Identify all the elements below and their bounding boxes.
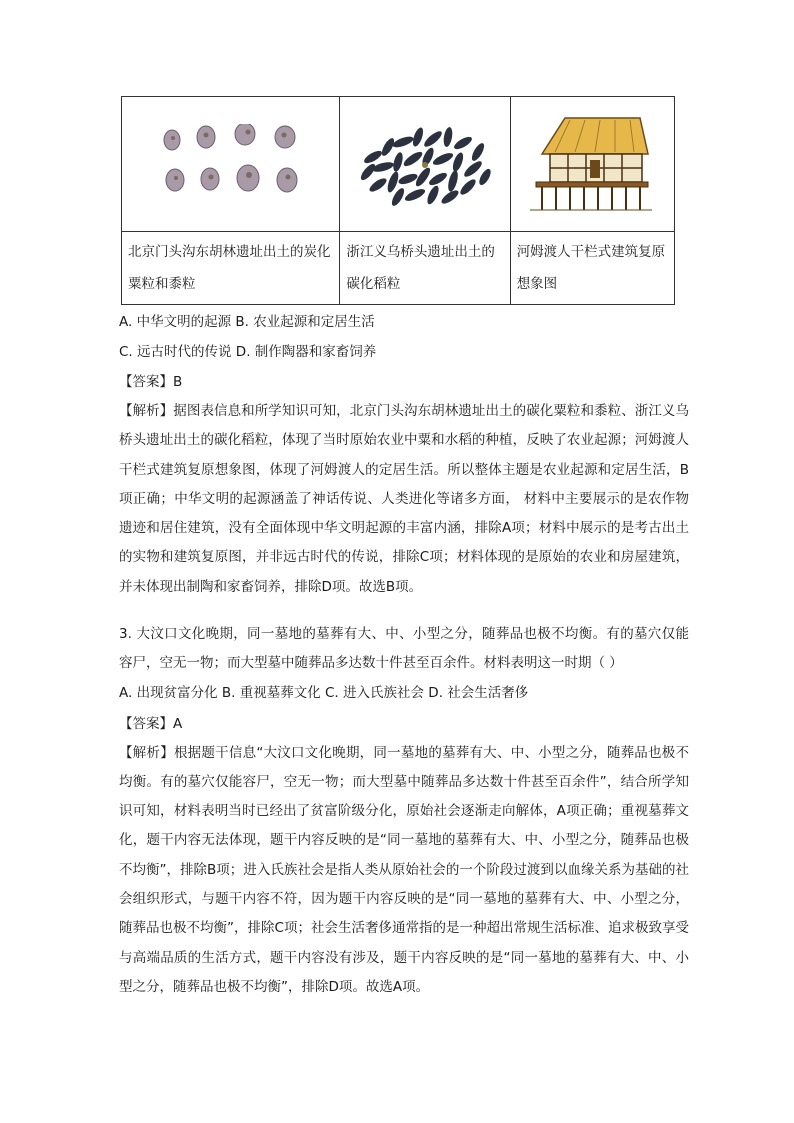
q2-options-line-1: A. 中华文明的起源 B. 农业起源和定居生活 bbox=[119, 314, 375, 330]
question-3-block bbox=[119, 620, 689, 1002]
millet-grains-image bbox=[156, 124, 306, 204]
caption-millet: 北京门头沟东胡林遗址出土的炭化粟粒和黍粒 bbox=[122, 232, 340, 305]
figure-table bbox=[121, 96, 675, 305]
q2-analysis bbox=[119, 397, 689, 602]
carbonized-rice-image bbox=[353, 117, 498, 212]
q2-options-line-2: C. 远古时代的传说 D. 制作陶器和家畜饲养 bbox=[119, 344, 377, 360]
answer-value: A bbox=[173, 715, 183, 732]
caption-stilt-house: 河姆渡人干栏式建筑复原想象图 bbox=[510, 232, 674, 305]
answer-label: 【答案】 bbox=[119, 374, 173, 390]
q3-answer bbox=[119, 710, 689, 738]
q3-options: A. 出现贫富分化 B. 重视墓葬文化 C. 进入氏族社会 D. 社会生活奢侈 bbox=[119, 684, 529, 701]
q3-analysis bbox=[119, 739, 689, 1003]
question-2-block bbox=[119, 308, 689, 602]
answer-value: B bbox=[173, 374, 183, 390]
analysis-text: 据图表信息和所学知识可知，北京门头沟东胡林遗址出土的碳化粟粒和黍粒、浙江义乌桥头遗址出土的碳化稻粒，体现了当时原始农业中粟和水稻的种植，反映了农业起源；河姆渡人干栏式建筑复原想象图，体现了河姆渡人的定居生活。所以整体主题是农业起源和定居生活，B项正确；中华文明的起源涵盖了神话传说、人类进化等诸多方面， 材料中主要展示的是农作物遗迹和居住建筑，没有全面体现中华文明起源的丰富内涵，排除A项；材料中展示的是考古出土的实物和建筑复原图，并非远古时代的传说，排除C项；材料体现的是原始的农业和房屋建筑，并未体现出制陶和家畜饲养，排除D项。故选B项。 bbox=[119, 403, 690, 595]
analysis-label: 【解析】 bbox=[119, 744, 174, 761]
answer-label: 【答案】 bbox=[119, 715, 173, 732]
stilt-house-image-cell bbox=[510, 97, 674, 232]
stilt-house-image bbox=[530, 114, 655, 214]
caption-rice: 浙江义乌桥头遗址出土的碳化稻粒 bbox=[340, 232, 510, 305]
analysis-label: 【解析】 bbox=[119, 403, 174, 419]
q3-stem: 3. 大汶口文化晚期，同一墓地的墓葬有大、中、小型之分，随葬品也极不均衡。有的墓穴仅能容尸，空无一物；而大型墓中随葬品多达数十件甚至百余件。材料表明这一时期（ ） bbox=[119, 626, 689, 672]
millet-grains-image-cell bbox=[122, 97, 340, 232]
carbonized-rice-image-cell bbox=[340, 97, 510, 232]
q2-answer bbox=[119, 368, 689, 396]
analysis-text: 根据题干信息“大汶口文化晚期，同一墓地的墓葬有大、中、小型之分，随葬品也极不均衡。有的墓穴仅能容尸，空无一物；而大型墓中随葬品多达数十件甚至百余件”，结合所学知识可知，材料表明当时已经出了贫富阶级分化，原始社会逐渐走向解体，A项正确；重视墓葬文化，题干内容无法体现，题干内容反映的是“同一墓地的墓葬有大、中、小型之分，随葬品也极不均衡”，排除B项；进入氏族社会是指人类从原始社会的一个阶段过渡到以血缘关系为基础的社会组织形式，与题干内容不符，因为题干内容反映的是“同一墓地的墓葬有大、中、小型之分，随葬品也极不均衡”，排除C项；社会生活奢侈通常指的是一种超出常规生活标准、追求极致享受与高端品质的生活方式，题干内容没有涉及，题干内容反映的是“同一墓地的墓葬有大、中、小型之分，随葬品也极不均衡”，排除D项。故选A项。 bbox=[119, 744, 690, 995]
